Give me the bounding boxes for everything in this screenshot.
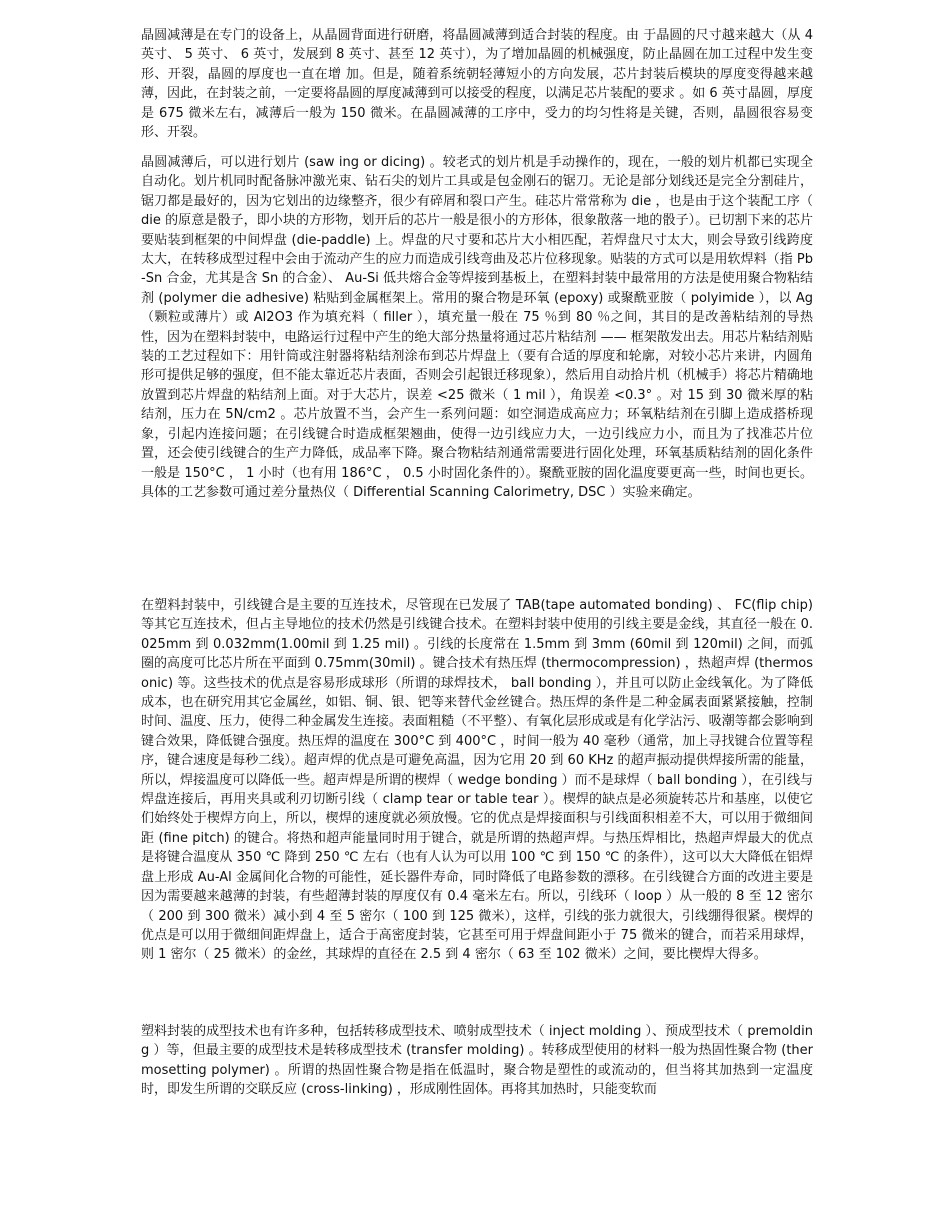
- paragraph-wafer-thinning: 晶圆减薄是在专门的设备上，从晶圆背面进行研磨，将晶圆减薄到适合封装的程度。由 于晶圆的尺寸越来越大（从 4 英寸、 5 英寸、 6 英寸，发展到 8 英寸、甚至 12 英寸），为了增加晶圆的机械强度，防止晶圆在加工过程中发生变形、开裂，晶圆的厚度也一直在增 加。但是，随着系统朝轻薄短小的方向发展，芯片封装后模块的厚度变得越来越薄，因此，在封装之前，一定要将晶圆的厚度减薄到可以接受的程度，以满足芯片装配的要求 。如 6 英寸晶圆，厚度是 675 微米左右，减薄后一般为 150 微米。在晶圆减薄的工序中，受力的均匀性将是关键，否则，晶圆很容易变形、开裂。: [141, 28, 813, 141]
- paragraph-wire-bonding: 在塑料封装中，引线键合是主要的互连技术，尽管现在已发展了 TAB(tape automated bonding) 、 FC(flip chip) 等其它互连技术，但占主导地位的技术仍然是引线键合技术。在塑料封装中使用的引线主要是金线，其直径一般在 0.025mm 到 0.032mm(1.00mil 到 1.25 mil) 。引线的长度常在 1.5mm 到 3mm (60mil 到 120mil) 之间，而弧圈的高度可比芯片所在平面到 0.75mm(30mil) 。键合技术有热压焊 (thermocompression) ，热超声焊 (thermosonic) 等。这些技术的优点是容易形成球形（所谓的球焊技术， ball bonding ），并且可以防止金线氧化。为了降低成本，也在研究用其它金属丝，如铝、铜、银、钯等来替代金丝键合。热压焊的条件是二种金属表面紧紧接触，控制时间、温度、压力，使得二种金属发生连接。表面粗糙（不平整）、有氧化层形成或是有化学沾污、吸潮等都会影响到键合效果，降低键合强度。热压焊的温度在 300°C 到 400°C ，时间一般为 40 毫秒（通常，加上寻找键合位置等程序，键合速度是每秒二线）。超声焊的优点是可避免高温，因为它用 20 到 60 KHz 的超声振动提供焊接所需的能量，所以，焊接温度可以降低一些。超声焊是所谓的楔焊（ wedge bonding ）而不是球焊（ ball bonding ），在引线与焊盘连接后，再用夹具或利刃切断引线（ clamp tear or table tear ）。楔焊的缺点是必须旋转芯片和基座，以使它们始终处于楔焊方向上，所以，楔焊的速度就必须放慢。它的优点是焊接面积与引线面积相差不大，可以用于微细间距 (fine pitch) 的键合。将热和超声能量同时用于键合，就是所谓的热超声焊。与热压焊相比，热超声焊最大的优点是将键合温度从 350 ℃ 降到 250 ℃ 左右（也有人认为可以用 100 ℃ 到 150 ℃ 的条件），这可以大大降低在铝焊盘上形成 Au-Al 金属间化合物的可能性，延长器件寿命，同时降低了电路参数的漂移。在引线键合方面的改进主要是因为需要越来越薄的封装，有些超薄封装的厚度仅有 0.4 毫米左右。所以，引线环（ loop ）从一般的 8 至 12 密尔（ 200 到 300 微米）减小到 4 至 5 密尔（ 100 到 125 微米），这样，引线的张力就很大，引线绷得很紧。楔焊的优点是可以用于微细间距焊盘上，适合于高密度封装，它甚至可用于焊盘间距小于 75 微米的键合，而若采用球焊，则 1 密尔（ 25 微米）的金丝，其球焊的直径在 2.5 到 4 密尔（ 63 至 102 微米）之间，要比楔焊大得多。: [141, 598, 813, 963]
- paragraph-dicing-and-die-attach: 晶圆减薄后，可以进行划片 (saw ing or dicing) 。较老式的划片机是手动操作的，现在，一般的划片机都已实现全自动化。划片机同时配备脉冲激光束、钻石尖的划片工具或是包金刚石的锯刀。无论是部分划线还是完全分割硅片，锯刀都是最好的，因为它划出的边缘整齐，很少有碎屑和裂口产生。硅芯片常常称为 die ，也是由于这个装配工序（ die 的原意是骰子，即小块的方形物，划开后的芯片一般是很小的方形体，很象散落一地的骰子）。已切割下来的芯片要贴装到框架的中间焊盘 (die-paddle) 上。焊盘的尺寸要和芯片大小相匹配，若焊盘尺寸太大，则会导致引线跨度太大，在转移成型过程中会由于流动产生的应力而造成引线弯曲及芯片位移现象。贴装的方式可以是用软焊料（指 Pb-Sn 合金，尤其是含 Sn 的合金）、 Au-Si 低共熔合金等焊接到基板上，在塑料封装中最常用的方法是使用聚合物粘结剂 (polymer die adhesive) 粘贴到金属框架上。常用的聚合物是环氧 (epoxy) 或聚酰亚胺（ polyimide ），以 Ag （颗粒或薄片）或 Al2O3 作为填充料（ filler ），填充量一般在 75 ％到 80 ％之间，其目的是改善粘结剂的导热性，因为在塑料封装中，电路运行过程中产生的绝大部分热量将通过芯片粘结剂 —— 框架散发出去。用芯片粘结剂贴装的工艺过程如下：用针筒或注射器将粘结剂涂布到芯片焊盘上（要有合适的厚度和轮廓，对较小芯片来讲，内圆角形可提供足够的强度，但不能太靠近芯片表面，否则会引起银迁移现象），然后用自动拾片机（机械手）将芯片精确地放置到芯片焊盘的粘结剂上面。对于大芯片，误差 <25 微米（ 1 mil ），角误差 <0.3° 。对 15 到 30 微米厚的粘结剂，压力在 5N/cm2 。芯片放置不当，会产生一系列问题：如空洞造成高应力；环氧粘结剂在引脚上造成搭桥现象，引起内连接问题；在引线键合时造成框架翘曲，使得一边引线应力大，一边引线应力小，而且为了找准芯片位置，还会使引线键合的生产力降低，成品率下降。聚合物粘结剂通常需要进行固化处理，环氧基质粘结剂的固化条件一般是 150°C ， 1 小时（也有用 186°C ， 0.5 小时固化条件的）。聚酰亚胺的固化温度要更高一些，时间也更长。具体的工艺参数可通过差分量热仪（ Differential Scanning Calorimetry, DSC ）实验来确定。: [141, 155, 813, 500]
- paragraph-molding: 塑料封装的成型技术也有许多种，包括转移成型技术、喷射成型技术（ inject molding ）、预成型技术（ premolding ）等，但最主要的成型技术是转移成型技术 (transfer molding) 。转移成型使用的材料一般为热固性聚合物 (thermosetting polymer) 。所谓的热固性聚合物是指在低温时，聚合物是塑性的或流动的，但当将其加热到一定温度时，即发生所谓的交联反应 (cross-linking) ，形成刚性固体。再将其加热时，只能变软而: [141, 1024, 813, 1098]
